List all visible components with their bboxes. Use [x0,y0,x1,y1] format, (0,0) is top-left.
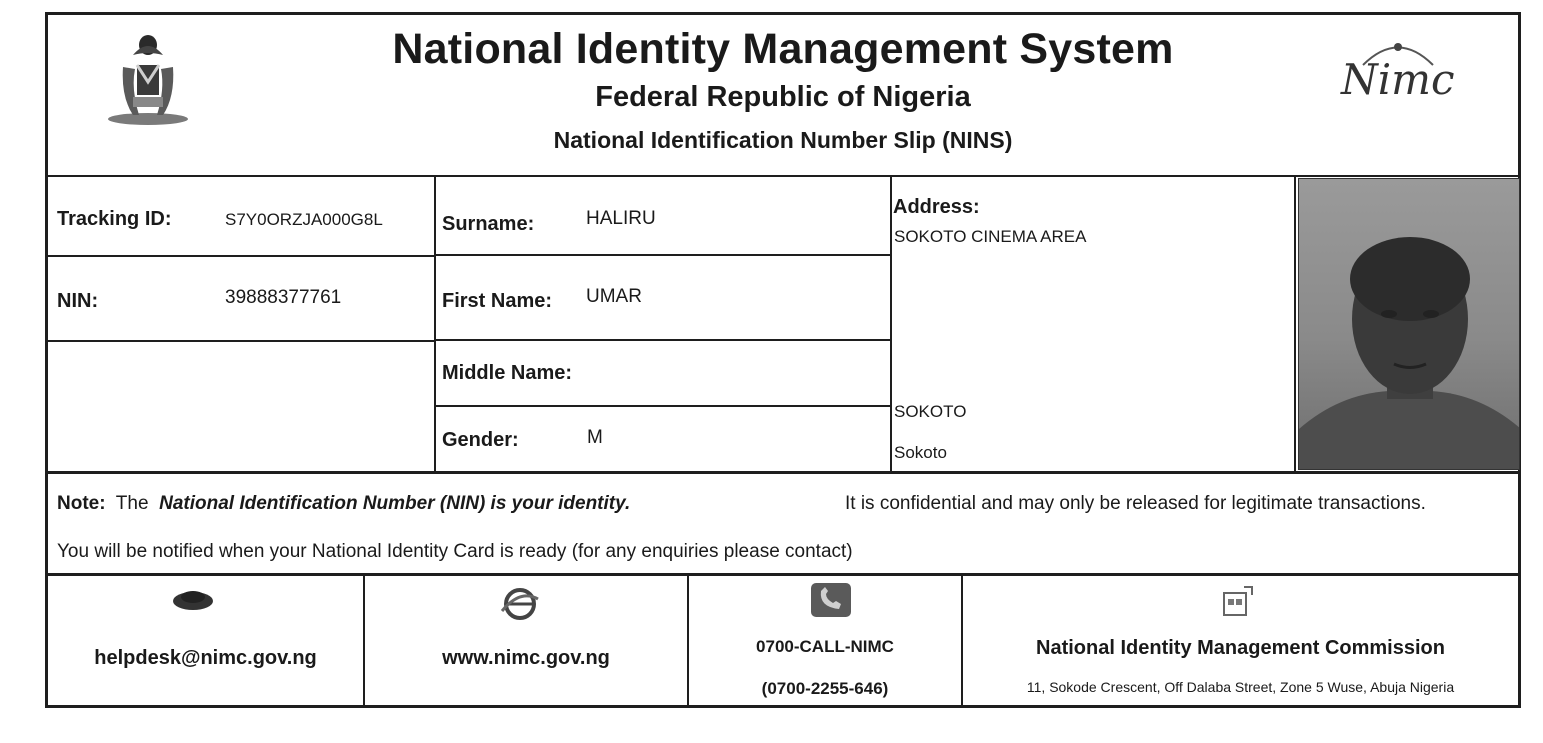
building-icon [1220,583,1254,622]
helpdesk-email: helpdesk@nimc.gov.ng [94,647,317,669]
phone-icon [809,581,853,624]
globe-icon [500,585,540,628]
nin-slip [45,12,1521,708]
note-prefix: Note: [57,493,106,514]
nin-value: 39888377761 [225,287,342,308]
surname-label: Surname: [442,213,535,235]
tracking-id-label: Tracking ID: [57,208,172,230]
tracking-id-value: S7Y0ORZJA000G8L [225,210,383,229]
surname-value: HALIRU [586,208,656,229]
address-line1: SOKOTO CINEMA AREA [894,227,1087,246]
address-lga: Sokoto [894,443,947,462]
note-the: The [115,493,149,514]
middle-name-label: Middle Name: [442,362,573,384]
address-label: Address: [893,196,980,218]
holder-photo [1298,178,1520,470]
page-title: National Identity Management System [392,25,1174,73]
slip-title: National Identification Number Slip (NINS) [553,127,1013,153]
country-subtitle: Federal Republic of Nigeria [595,81,971,113]
gender-label: Gender: [442,429,519,451]
note-emphasis: National Identification Number (NIN) is your identity. [159,493,631,514]
address-state: SOKOTO [894,402,967,421]
org-address: 11, Sokode Crescent, Off Dalaba Street, Zone 5 Wuse, Abuja Nigeria [1026,679,1455,695]
note-notify: You will be notified when your National Identity Card is ready (for any enquiries please contact) [57,541,853,562]
email-icon [171,589,215,616]
nin-label: NIN: [57,290,99,312]
first-name-value: UMAR [586,286,642,307]
note-line [57,493,630,515]
website: www.nimc.gov.ng [442,647,610,669]
note-confidential: It is confidential and may only be released for legitimate transactions. [845,493,1426,514]
nimc-logo-text: Nimc [1341,55,1455,104]
phone-label: 0700-CALL-NIMC [756,637,894,656]
org-name: National Identity Management Commission [1036,637,1445,659]
gender-value: M [587,427,603,448]
nimc-logo [1333,25,1463,120]
first-name-label: First Name: [442,290,553,312]
phone-number: (0700-2255-646) [761,679,889,698]
